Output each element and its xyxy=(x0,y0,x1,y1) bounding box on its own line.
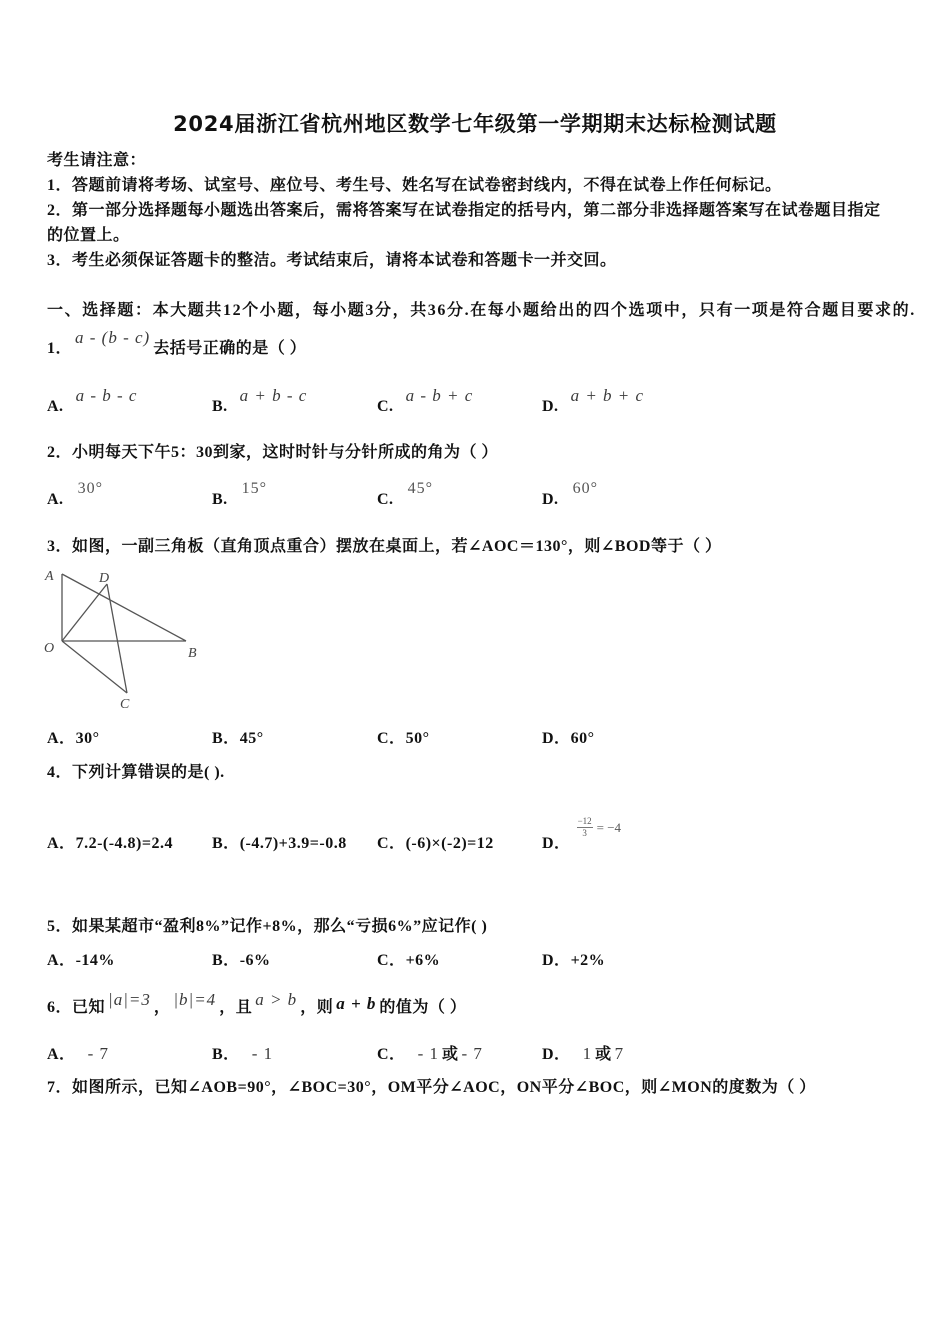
option-label: C． xyxy=(377,835,406,852)
question-math: a + b xyxy=(336,994,377,1013)
question-1-stem xyxy=(47,328,307,361)
option-value: - 7 xyxy=(87,1044,109,1063)
option-value: -6% xyxy=(239,952,271,969)
option-label: C． xyxy=(377,730,406,747)
option-value: - 1 xyxy=(251,1044,274,1063)
option-a xyxy=(47,480,212,512)
fraction xyxy=(577,817,593,838)
section-heading: 一、选择题：本大题共12个小题，每小题3分，共36分.在每小题给出的四个选项中，只有一项是符合题目要求的. xyxy=(47,302,916,319)
option-value: 30° xyxy=(77,480,103,497)
option-b xyxy=(212,386,377,419)
option-value: 30° xyxy=(75,730,100,747)
option-fraction xyxy=(577,816,622,840)
option-value: 60° xyxy=(572,480,598,497)
option-c xyxy=(377,949,542,973)
option-label: B. xyxy=(212,491,228,508)
label-b: B xyxy=(188,646,197,661)
question-text: ，且 xyxy=(219,999,253,1016)
question-text: ，则 xyxy=(300,999,334,1016)
option-b xyxy=(212,480,377,512)
option-label: B． xyxy=(212,952,240,969)
option-label: C． xyxy=(377,952,406,969)
option-label: D． xyxy=(542,835,571,852)
option-label: A. xyxy=(47,491,64,508)
option-a xyxy=(47,727,212,751)
option-value: 1 xyxy=(582,1044,593,1063)
option-label: D． xyxy=(542,1046,571,1063)
option-label: D. xyxy=(542,491,559,508)
option-label: C. xyxy=(377,398,394,415)
question-7-stem: 7．如图所示，已知∠AOB=90°，∠BOC=30°，OM平分∠AOC，ON平分∠BOC，则∠MON的度数为（ ） xyxy=(47,1079,816,1096)
notice-item-3: 3．考生必须保证答题卡的整洁。考试结束后，请将本试卷和答题卡一并交回。 xyxy=(47,252,617,269)
segment-oc xyxy=(62,641,127,693)
label-a: A xyxy=(45,569,54,584)
triangle-figure xyxy=(40,562,210,714)
notice-item-2: 2．第一部分选择题每小题选出答案后，需将答案写在试卷指定的括号内，第二部分非选择题答案写在试卷题目指定的位置上。 xyxy=(47,202,881,244)
option-value: 15° xyxy=(241,480,268,497)
label-o: O xyxy=(44,641,55,656)
option-value: 60° xyxy=(570,730,595,747)
question-math: a > b xyxy=(255,990,298,1009)
question-4-stem: 4．下列计算错误的是( ). xyxy=(47,764,225,781)
option-d xyxy=(542,480,707,512)
fraction-denominator: 3 xyxy=(582,828,587,838)
option-c xyxy=(377,832,542,864)
option-c xyxy=(377,386,542,419)
fraction-numerator: −12 xyxy=(577,816,592,826)
option-joiner: 或 xyxy=(441,1046,459,1063)
option-label: B． xyxy=(212,1046,240,1063)
option-label: C. xyxy=(377,491,394,508)
option-c xyxy=(377,1042,542,1067)
option-value: +6% xyxy=(405,952,441,969)
segment-ab xyxy=(62,574,186,641)
option-value: - 1 xyxy=(417,1044,439,1063)
option-value: 7.2-(-4.8)=2.4 xyxy=(75,835,173,852)
option-value: 50° xyxy=(405,730,430,747)
question-3-stem: 3．如图，一副三角板（直角顶点重合）摆放在桌面上，若∠AOC＝130°，则∠BOD等于（ ） xyxy=(47,538,722,555)
option-a xyxy=(47,832,212,864)
question-2-options xyxy=(47,480,707,512)
option-joiner: 或 xyxy=(595,1046,612,1063)
option-label: D. xyxy=(542,398,559,415)
question-6-stem xyxy=(47,990,467,1020)
fraction-result: = −4 xyxy=(596,819,622,835)
option-value: +2% xyxy=(570,952,606,969)
option-value: (-4.7)+3.9=-0.8 xyxy=(239,835,347,852)
option-label: A． xyxy=(47,730,76,747)
option-d xyxy=(542,386,707,419)
question-math: |b|=4 xyxy=(173,990,217,1009)
option-value-2: 7 xyxy=(614,1044,625,1063)
option-label: A． xyxy=(47,1046,76,1063)
option-b xyxy=(212,727,377,751)
option-label: B. xyxy=(212,398,228,415)
option-c xyxy=(377,727,542,751)
segment-od xyxy=(62,584,107,641)
option-value: a - b + c xyxy=(405,386,474,405)
option-label: A． xyxy=(47,952,76,969)
option-a xyxy=(47,949,212,973)
question-5-stem: 5．如果某超市“盈利8%”记作+8%，那么“亏损6%”应记作( ) xyxy=(47,918,488,935)
option-d xyxy=(542,949,707,973)
option-label: C． xyxy=(377,1046,406,1063)
option-label: A. xyxy=(47,398,64,415)
option-a xyxy=(47,386,212,419)
option-value: -14% xyxy=(75,952,115,969)
question-5-options xyxy=(47,949,707,973)
option-d xyxy=(542,727,707,751)
option-label: D． xyxy=(542,952,571,969)
option-b xyxy=(212,832,377,864)
option-a xyxy=(47,1042,212,1067)
exam-title: 2024届浙江省杭州地区数学七年级第一学期期末达标检测试题 xyxy=(173,112,777,136)
segment-dc xyxy=(107,584,127,693)
option-b xyxy=(212,1042,377,1067)
question-number: 1． xyxy=(47,340,73,357)
option-label: A． xyxy=(47,835,76,852)
option-value: 45° xyxy=(239,730,264,747)
question-text: 6．已知 xyxy=(47,999,106,1016)
question-3-options xyxy=(47,727,707,751)
question-math: a - (b - c) xyxy=(75,328,151,347)
question-text: 去括号正确的是（ ） xyxy=(153,340,307,357)
option-value: 45° xyxy=(407,480,433,497)
option-b xyxy=(212,949,377,973)
option-d xyxy=(542,816,707,864)
question-4-options xyxy=(47,816,707,864)
option-value: (-6)×(-2)=12 xyxy=(405,835,494,852)
question-2-stem: 2．小明每天下午5：30到家，这时时针与分针所成的角为（ ） xyxy=(47,444,499,461)
question-6-options xyxy=(47,1042,707,1067)
question-text: 的值为（ ） xyxy=(379,999,467,1016)
notice-block xyxy=(47,148,887,273)
label-c: C xyxy=(120,697,130,712)
option-label: B． xyxy=(212,835,240,852)
option-d xyxy=(542,1042,707,1067)
question-1-options xyxy=(47,386,707,419)
notice-item-1: 1．答题前请将考场、试室号、座位号、考生号、姓名写在试卷密封线内，不得在试卷上作任何标记。 xyxy=(47,177,782,194)
option-value-2: - 7 xyxy=(461,1044,483,1063)
option-value: a + b + c xyxy=(570,386,645,405)
option-label: D． xyxy=(542,730,571,747)
option-label: B． xyxy=(212,730,240,747)
question-math: |a|=3 xyxy=(108,990,151,1009)
option-c xyxy=(377,480,542,512)
option-value: a + b - c xyxy=(239,386,308,405)
label-d: D xyxy=(99,571,110,586)
question-text: ， xyxy=(153,999,171,1016)
option-value: a - b - c xyxy=(75,386,138,405)
notice-heading: 考生请注意： xyxy=(47,152,147,169)
